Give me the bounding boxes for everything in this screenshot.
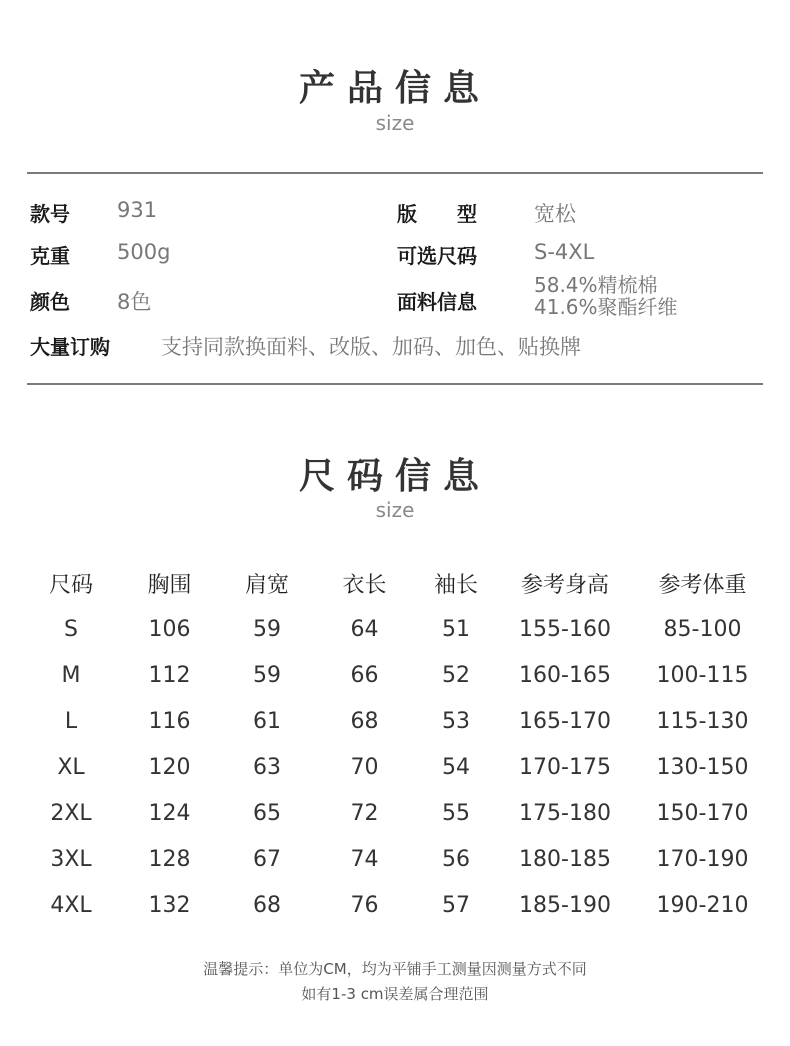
cell-ref-weight: 150-170	[656, 800, 749, 826]
header-ref-weight: 参考体重	[658, 572, 747, 598]
cell-size: 4XL	[50, 892, 92, 918]
cell-chest: 112	[148, 662, 191, 688]
cell-shoulder: 63	[253, 754, 281, 780]
cell-sleeve: 51	[442, 616, 470, 642]
cell-size: M	[61, 662, 81, 688]
cell-ref-weight: 115-130	[656, 708, 749, 734]
cell-ref-height: 165-170	[519, 708, 611, 734]
weight-label: 克重	[30, 244, 70, 268]
cell-sleeve: 57	[442, 892, 470, 918]
cell-shoulder: 68	[253, 892, 281, 918]
cell-size: 2XL	[50, 800, 92, 826]
cell-sleeve: 56	[442, 846, 470, 872]
cell-shoulder: 61	[253, 708, 281, 734]
cell-chest: 120	[148, 754, 191, 780]
header-length: 衣长	[342, 572, 387, 598]
available-sizes-label: 可选尺码	[397, 244, 477, 268]
cell-sleeve: 53	[442, 708, 470, 734]
cell-ref-height: 185-190	[519, 892, 611, 918]
table-row	[25, 698, 770, 744]
cell-sleeve: 54	[442, 754, 470, 780]
cell-shoulder: 59	[253, 662, 281, 688]
weight-value: 500g	[117, 240, 171, 264]
bulk-order-value: 支持同款换面料、改版、加码、加色、贴换牌	[161, 335, 581, 359]
product-info-title: 产品信息	[298, 68, 491, 109]
fit-value: 宽松	[534, 202, 576, 226]
product-info-subtitle: size	[375, 111, 415, 135]
cell-size: S	[64, 616, 78, 642]
cell-chest: 106	[148, 616, 191, 642]
header-shoulder: 肩宽	[244, 572, 289, 598]
available-sizes-value: S-4XL	[534, 240, 595, 264]
cell-chest: 116	[148, 708, 191, 734]
style-number-label: 款号	[30, 202, 70, 226]
header-sleeve: 袖长	[433, 572, 478, 598]
size-info-subtitle: size	[375, 498, 415, 522]
cell-chest: 124	[148, 800, 191, 826]
cell-ref-height: 160-165	[519, 662, 611, 688]
cell-shoulder: 67	[253, 846, 281, 872]
tip-line-2: 如有1-3 cm误差属合理范围	[301, 985, 489, 1003]
cell-ref-height: 155-160	[519, 616, 611, 642]
style-number-value: 931	[117, 198, 158, 222]
fit-label: 版 型	[397, 202, 477, 226]
cell-ref-weight: 170-190	[656, 846, 749, 872]
cell-chest: 132	[148, 892, 191, 918]
cell-ref-height: 180-185	[519, 846, 611, 872]
table-row	[25, 652, 770, 698]
table-row	[25, 744, 770, 790]
cell-shoulder: 59	[253, 616, 281, 642]
bottom-divider	[27, 383, 763, 385]
cell-ref-height: 175-180	[519, 800, 611, 826]
cell-sleeve: 55	[442, 800, 470, 826]
cell-length: 66	[350, 662, 379, 688]
cell-length: 68	[350, 708, 379, 734]
size-table	[25, 560, 770, 928]
cell-length: 72	[350, 800, 379, 826]
color-value: 8色	[117, 290, 152, 314]
table-row	[25, 790, 770, 836]
size-info-title: 尺码信息	[298, 456, 491, 497]
header-chest: 胸围	[147, 572, 192, 598]
header-size: 尺码	[48, 572, 93, 598]
cell-ref-weight: 100-115	[656, 662, 749, 688]
cell-sleeve: 52	[442, 662, 470, 688]
cell-size: 3XL	[50, 846, 92, 872]
cell-ref-weight: 85-100	[663, 616, 742, 642]
cell-length: 70	[350, 754, 379, 780]
cell-ref-height: 170-175	[519, 754, 611, 780]
cell-size: XL	[57, 754, 85, 780]
cell-ref-weight: 130-150	[656, 754, 749, 780]
cell-ref-weight: 190-210	[656, 892, 749, 918]
fabric-line-2: 41.6%聚酯纤维	[534, 295, 678, 319]
cell-chest: 128	[148, 846, 191, 872]
tip-line-1: 温馨提示：单位为CM，均为平铺手工测量因测量方式不同	[203, 960, 587, 978]
header-ref-height: 参考身高	[520, 572, 609, 598]
fabric-line-1: 58.4%精梳棉	[534, 273, 658, 297]
cell-length: 64	[350, 616, 379, 642]
top-divider	[27, 172, 763, 174]
fabric-label: 面料信息	[397, 290, 477, 314]
bulk-order-label: 大量订购	[30, 335, 110, 359]
color-label: 颜色	[30, 290, 70, 314]
table-row	[25, 836, 770, 882]
cell-length: 74	[350, 846, 379, 872]
table-row	[25, 882, 770, 928]
cell-shoulder: 65	[253, 800, 281, 826]
cell-length: 76	[350, 892, 379, 918]
table-header-row	[25, 560, 770, 606]
table-row	[25, 606, 770, 652]
cell-size: L	[64, 708, 78, 734]
